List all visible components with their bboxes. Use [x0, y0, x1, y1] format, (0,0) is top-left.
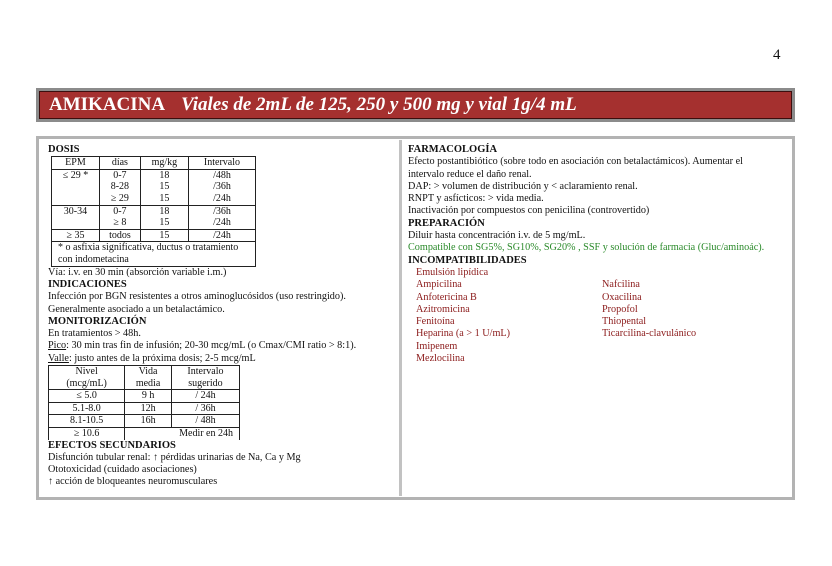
- dose-cell: 18: [140, 205, 188, 217]
- level-table: [48, 365, 240, 440]
- incompat-heading: INCOMPATIBILIDADES: [408, 254, 527, 266]
- drug-presentation: Viales de 2mL de 125, 250 y 500 mg y vial 1g/4 mL: [181, 94, 577, 115]
- dose-cell: [52, 181, 100, 193]
- list-item: Azitromicina: [416, 303, 470, 315]
- list-item: Emulsión lipídica: [416, 266, 489, 278]
- list-item: Nafcilina: [602, 279, 640, 291]
- level-header-text: Nivel: [75, 366, 98, 378]
- efectos-line: ↑ acción de bloqueantes neuromusculares: [48, 476, 218, 488]
- level-cell: ≥ 10.6: [49, 427, 125, 439]
- valle-text: : justo antes de la próxima dosis; 2-5 mcg/mL: [68, 352, 256, 364]
- dose-cell: 15: [140, 181, 188, 193]
- list-item: Propofol: [602, 303, 638, 315]
- dose-cell: 0-7: [99, 169, 140, 181]
- dose-table-wrapper: [51, 156, 394, 266]
- indicaciones-line: Generalmente asociado a un betalactámico.: [48, 303, 225, 315]
- table-row: [52, 169, 256, 181]
- list-item: Heparina (a > 1 U/mL): [416, 328, 511, 340]
- efectos-heading: EFECTOS SECUNDARIOS: [48, 439, 176, 451]
- dose-cell: /24h: [188, 229, 255, 241]
- incompat-list: [416, 267, 792, 365]
- list-item: [602, 267, 792, 279]
- dose-cell: todos: [99, 229, 140, 241]
- dose-table: [51, 156, 256, 241]
- indicaciones-line: Infección por BGN resistentes a otros aminoglucósidos (uso restringido).: [48, 291, 346, 303]
- level-header-text: sugerido: [188, 377, 223, 389]
- left-column: [48, 144, 394, 489]
- dose-cell: 8-28: [99, 181, 140, 193]
- level-cell: / 48h: [171, 415, 239, 428]
- dose-header-cell: Intervalo: [188, 157, 255, 170]
- dose-cell: 15: [140, 217, 188, 229]
- dose-note: [51, 241, 256, 266]
- dose-cell: [52, 193, 100, 205]
- dose-cell: /36h: [188, 181, 255, 193]
- monitorizacion-line: En tratamientos > 48h.: [48, 328, 141, 340]
- level-header-cell: [49, 366, 125, 390]
- list-item: Ticarcilina-clavulánico: [602, 328, 697, 340]
- dose-cell: 15: [140, 229, 188, 241]
- column-divider: [399, 140, 402, 496]
- table-row: [49, 390, 240, 403]
- dose-cell: ≤ 29 *: [52, 169, 100, 181]
- level-header-text: media: [135, 377, 161, 389]
- preparacion-heading: PREPARACIÓN: [408, 217, 485, 229]
- farmacologia-line: Inactivación por compuestos con penicilina (controvertido): [408, 205, 650, 217]
- level-cell: 8.1-10.5: [49, 415, 125, 428]
- level-cell: 12h: [125, 402, 172, 415]
- dose-cell: ≥ 8: [99, 217, 140, 229]
- dose-header-cell: mg/kg: [140, 157, 188, 170]
- valle-line: [48, 353, 394, 365]
- dose-header-cell: EPM: [52, 157, 100, 170]
- dose-note-line: * o asfixia significativa, ductus o tratamiento: [58, 242, 239, 254]
- level-cell: Medir en 24h: [125, 427, 240, 439]
- indicaciones-heading: INDICACIONES: [48, 278, 127, 290]
- list-item: Ampicilina: [416, 279, 462, 291]
- monitorizacion-heading: MONITORIZACIÓN: [48, 315, 147, 327]
- table-row: [49, 402, 240, 415]
- list-item: Imipenem: [416, 340, 458, 352]
- dose-table-header: [52, 157, 256, 170]
- via-text: Vía: i.v. en 30 min (absorción variable i.m.): [48, 266, 227, 278]
- table-row: [52, 217, 256, 229]
- list-item: Mezlocilina: [416, 353, 465, 365]
- dose-cell: /36h: [188, 205, 255, 217]
- list-item: [602, 341, 792, 353]
- compatible-line: Compatible con SG5%, SG10%, SG20% , SSF y solución de farmacia (Gluc/aminoác).: [408, 242, 765, 254]
- farmacologia-line: RNPT y asfícticos: > vida media.: [408, 193, 544, 205]
- dose-cell: /24h: [188, 193, 255, 205]
- preparacion-line: Diluir hasta concentración i.v. de 5 mg/mL.: [408, 230, 586, 242]
- dose-cell: /24h: [188, 217, 255, 229]
- list-item: Thiopental: [602, 316, 647, 328]
- level-table-header: [49, 366, 240, 390]
- level-header-text: (mcg/mL): [66, 377, 107, 389]
- dose-cell: ≥ 35: [52, 229, 100, 241]
- drug-name: AMIKACINA: [49, 94, 166, 115]
- level-header-cell: [171, 366, 239, 390]
- efectos-line: Disfunción tubular renal: ↑ pérdidas urinarias de Na, Ca y Mg: [48, 451, 301, 463]
- page-number: 4: [773, 47, 781, 63]
- dose-cell: 0-7: [99, 205, 140, 217]
- pico-text: : 30 min tras fin de infusión; 20-30 mcg/mL (o Cmax/CMI ratio > 8:1).: [66, 340, 357, 352]
- dose-cell: ≥ 29: [99, 193, 140, 205]
- level-header-text: Intervalo: [187, 366, 224, 378]
- level-cell: / 24h: [171, 390, 239, 403]
- farmacologia-line: Efecto postantibiótico (sobre todo en asociación con betalactámicos). Aumentar el: [408, 156, 743, 168]
- dose-note-line: con indometacina: [58, 254, 129, 266]
- table-row: [52, 205, 256, 217]
- title-bar: [36, 88, 795, 122]
- farmacologia-heading: FARMACOLOGÍA: [408, 144, 498, 155]
- dose-cell: 18: [140, 169, 188, 181]
- dose-cell: 15: [140, 193, 188, 205]
- dose-cell: /48h: [188, 169, 255, 181]
- valle-label: Valle: [48, 352, 69, 364]
- level-cell: ≤ 5.0: [49, 390, 125, 403]
- pico-line: [48, 340, 394, 352]
- level-cell: / 36h: [171, 402, 239, 415]
- dosis-heading: DOSIS: [48, 144, 80, 155]
- table-row: [49, 415, 240, 428]
- dose-cell: [52, 217, 100, 229]
- farmacologia-line: DAP: > volumen de distribución y < aclaramiento renal.: [408, 180, 638, 192]
- level-cell: 16h: [125, 415, 172, 428]
- table-row: [52, 193, 256, 205]
- efectos-line: Ototoxicidad (cuidado asociaciones): [48, 464, 197, 476]
- dose-cell: 30-34: [52, 205, 100, 217]
- table-row: [52, 229, 256, 241]
- level-cell: 5.1-8.0: [49, 402, 125, 415]
- level-cell: 9 h: [125, 390, 172, 403]
- title-banner: [39, 91, 792, 119]
- pico-label: Pico: [48, 340, 67, 352]
- right-column: [408, 144, 792, 365]
- level-header-text: Vida: [138, 366, 158, 378]
- farmacologia-line: intervalo reduce el daño renal.: [408, 168, 532, 180]
- list-item: Anfotericina B: [416, 291, 477, 303]
- table-row: [49, 427, 240, 439]
- list-item: [602, 353, 792, 365]
- list-item: Fenitoína: [416, 316, 455, 328]
- list-item: Oxacilina: [602, 291, 642, 303]
- level-header-cell: [125, 366, 172, 390]
- dose-header-cell: días: [99, 157, 140, 170]
- table-row: [52, 181, 256, 193]
